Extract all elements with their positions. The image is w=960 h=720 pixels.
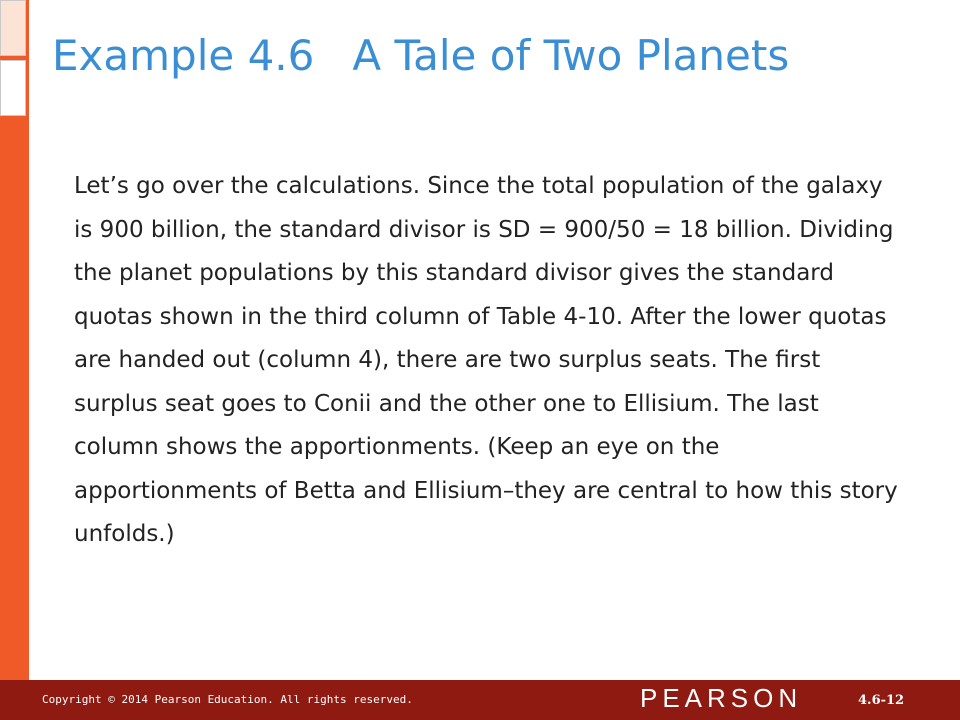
pearson-logo: PEARSON	[640, 683, 803, 713]
slide-body-text: Let’s go over the calculations. Since the total population of the galaxy is 900 billion, the standard divisor is SD = 900/50 = 18 billion. Dividing the planet populations by this standard divisor gives the standard quotas shown in the third column of Table 4-10. After the lower quotas are handed out (column 4), there are two surplus seats. The first surplus seat goes to Conii and the other one to Ellisium. The last column shows the apportionments. (Keep an eye on the apportionments of Betta and Ellisium–they are central to how this story unfolds.)	[74, 173, 898, 547]
decorative-block-middle	[0, 60, 26, 116]
title-text: A Tale of Two Planets	[352, 31, 790, 80]
title-example-number: Example 4.6	[52, 31, 315, 80]
decorative-block-top	[0, 0, 26, 56]
copyright-text: Copyright © 2014 Pearson Education. All rights reserved.	[42, 693, 413, 706]
slide-title	[52, 31, 789, 80]
footer-bar	[0, 680, 960, 720]
slide-number: 4.6-12	[858, 693, 905, 708]
